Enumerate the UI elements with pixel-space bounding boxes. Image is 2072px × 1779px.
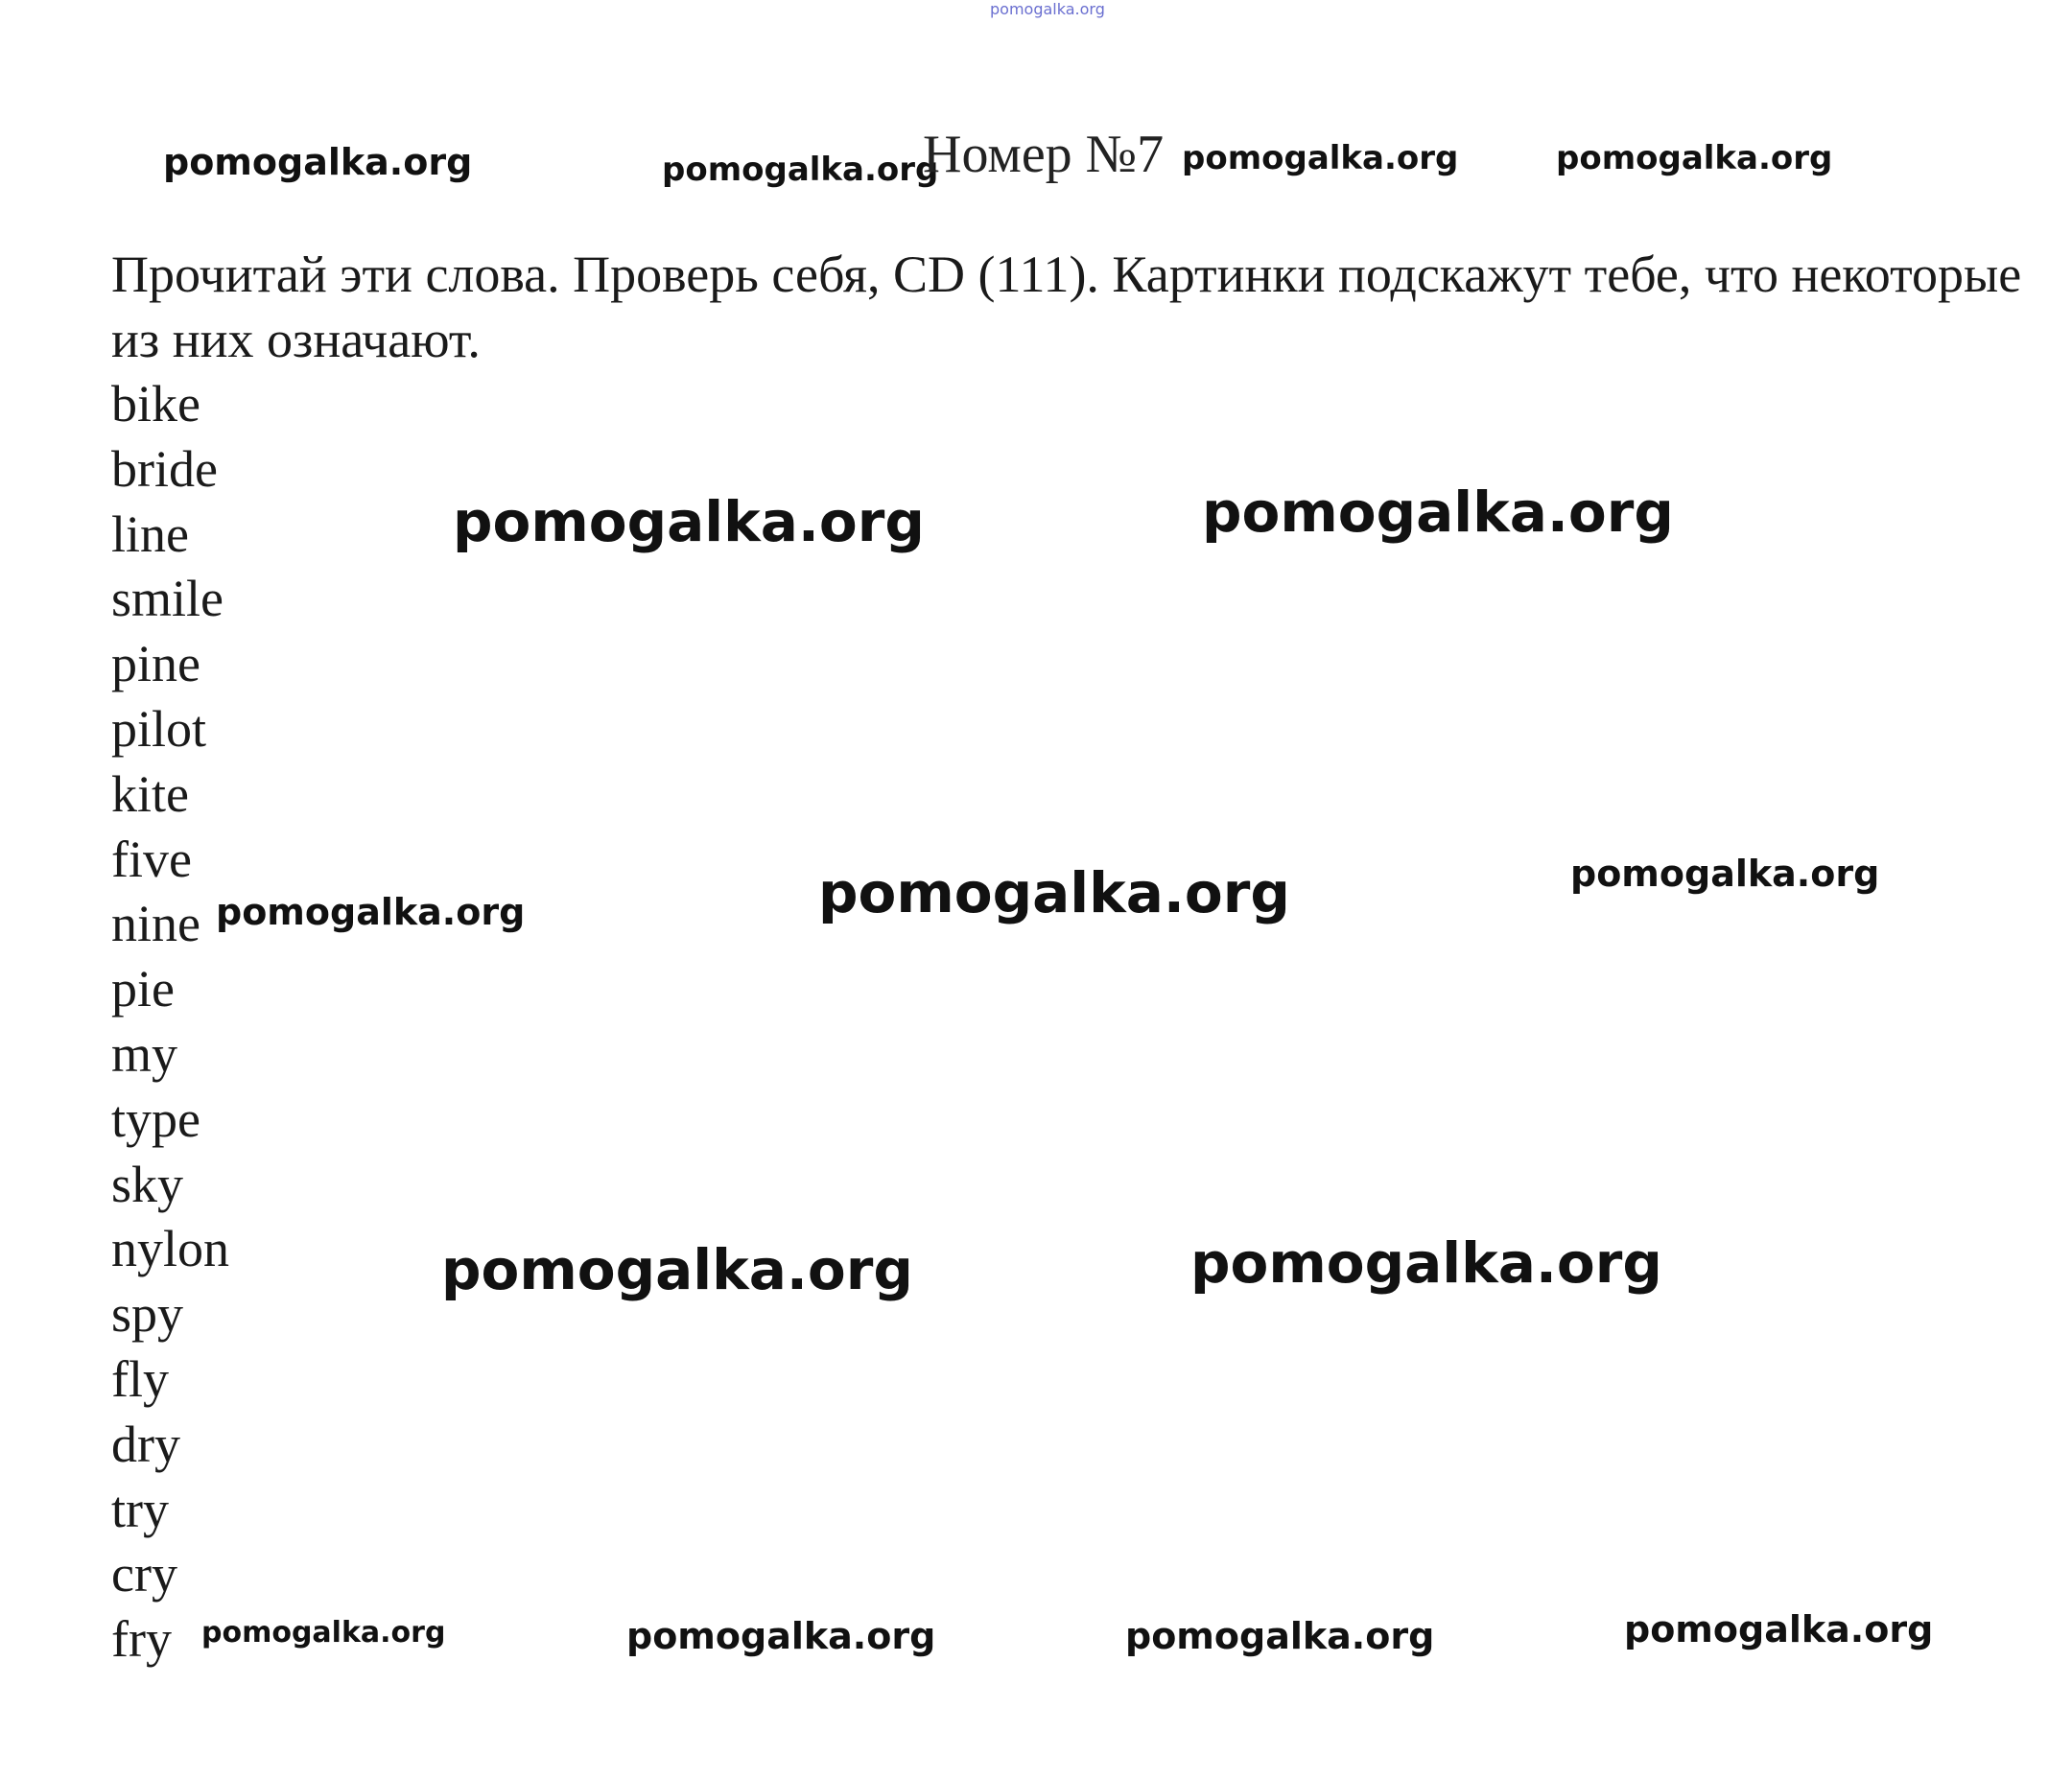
word-item: pine: [111, 635, 200, 693]
watermark: pomogalka.org: [1125, 1615, 1435, 1657]
instruction-text: Прочитай эти слова. Проверь себя, CD (111). Картинки подскажут тебе, что некоторые из них означают.: [111, 246, 2022, 368]
word-item: fry: [111, 1610, 172, 1669]
watermark: pomogalka.org: [1570, 853, 1880, 895]
watermark: pomogalka.org: [1182, 139, 1459, 177]
watermark: pomogalka.org: [163, 141, 473, 183]
word-item: pilot: [111, 699, 207, 758]
word-item: dry: [111, 1415, 180, 1473]
watermark: pomogalka.org: [201, 1616, 446, 1650]
page-title: Номер №7: [923, 125, 1165, 184]
word-item: five: [111, 830, 192, 888]
word-item: my: [111, 1024, 178, 1083]
word-item: pie: [111, 960, 175, 1018]
word-item: bride: [111, 439, 218, 498]
watermark: pomogalka.org: [1190, 1230, 1662, 1296]
watermark: pomogalka.org: [1556, 139, 1833, 177]
word-item: smile: [111, 570, 224, 628]
watermark: pomogalka.org: [441, 1237, 913, 1302]
word-item: bike: [111, 375, 200, 433]
word-item: line: [111, 504, 189, 563]
word-item: nine: [111, 895, 200, 953]
header-watermark: pomogalka.org: [990, 0, 1105, 18]
watermark: pomogalka.org: [1624, 1608, 1934, 1650]
word-item: cry: [111, 1545, 177, 1603]
word-item: type: [111, 1089, 200, 1148]
watermark: pomogalka.org: [818, 860, 1290, 925]
watermark: pomogalka.org: [453, 489, 925, 554]
word-item: kite: [111, 764, 189, 823]
watermark: pomogalka.org: [216, 891, 526, 933]
word-item: nylon: [111, 1220, 230, 1278]
watermark: pomogalka.org: [1202, 480, 1674, 545]
word-list: [111, 372, 229, 1673]
word-item: fly: [111, 1349, 169, 1408]
word-item: try: [111, 1480, 169, 1538]
word-item: sky: [111, 1155, 184, 1213]
watermark: pomogalka.org: [662, 151, 939, 189]
watermark: pomogalka.org: [626, 1615, 936, 1657]
word-item: spy: [111, 1285, 184, 1344]
